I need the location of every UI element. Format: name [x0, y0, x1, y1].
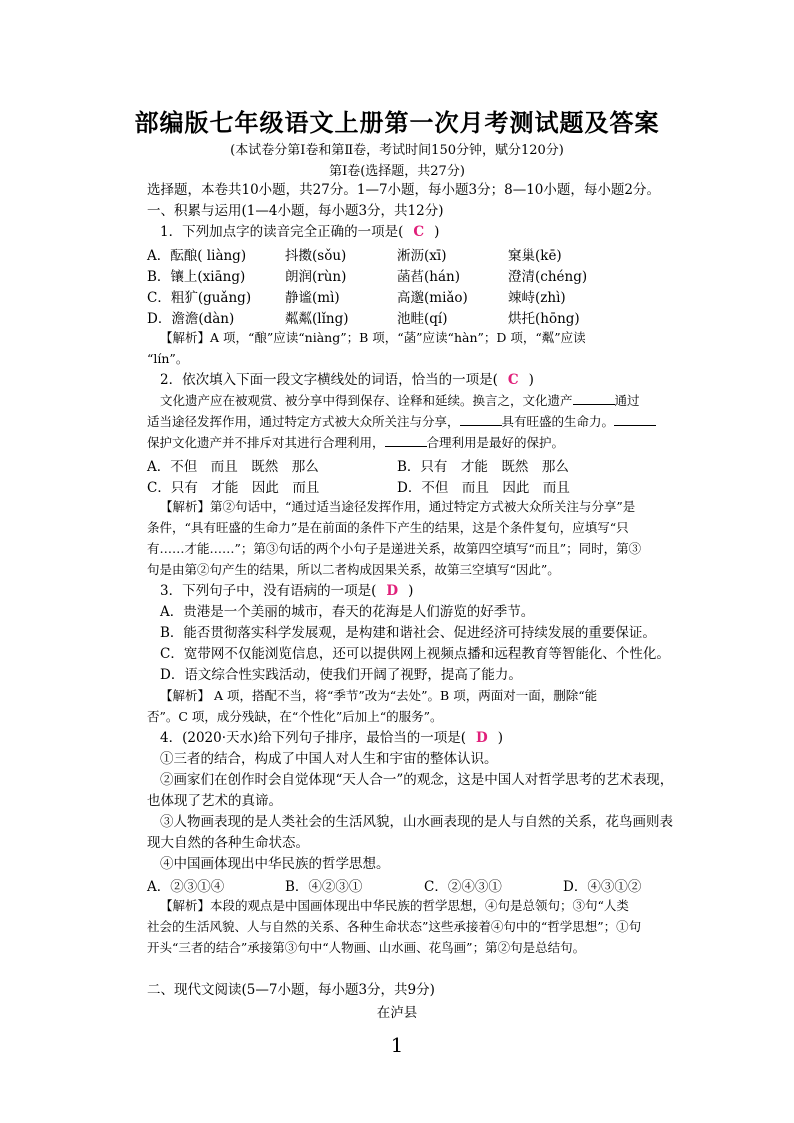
section-heading-1: 一、积累与运用(1—4小题，每小题3分，共12分) — [147, 203, 444, 219]
q4-option-d: D．④③①② — [563, 879, 642, 895]
q1-option-c-2: 静谧(mì) — [285, 290, 340, 306]
q3-option-b: B．能否贯彻落实科学发展观，是构建和谐社会、促进经济可持续发展的重要保证。 — [160, 625, 656, 641]
q4-sentence-1: ①三者的结合，构成了中国人对人生和宇宙的整体认识。 — [160, 751, 498, 767]
q1-option-d-2: 粼粼(lǐng) — [285, 311, 349, 327]
q3-option-a: A．贵港是一个美丽的城市，春天的花海是人们游览的好季节。 — [160, 604, 535, 620]
q4-sentence-3-cont: 现大自然的各种生命状态。 — [147, 835, 309, 851]
fill-blank — [460, 413, 502, 426]
q1-option-d: D．澹澹(dàn) — [147, 311, 235, 327]
q2-passage-line-1: 文化遗产应在被观赏、被分享中得到保存、诠释和延续。换言之，文化遗产 通过 — [160, 393, 640, 408]
q2-option-d: D．不但 而且 因此 而且 — [397, 480, 570, 496]
question-4-stem: 4．(2020·天水)给下列句子排序，最恰当的一项是( D ) — [160, 730, 504, 746]
q1-analysis: 【解析】A 项，“酿”应读“niàng”；B 项，“菡”应读“hàn”；D 项，“粼”应读 — [160, 330, 586, 345]
fill-blank — [614, 413, 656, 426]
q1-analysis-cont: “lín”。 — [147, 351, 189, 366]
answer-mark: C — [507, 372, 519, 388]
q2-passage-line-2: 适当途径发挥作用，通过特定方式被大众所关注与分享， 具有旺盛的生命力。 — [147, 412, 667, 432]
q4-analysis: 【解析】本段的观点是中国画体现出中华民族的哲学思想，④句是总领句；③句“人类 — [160, 898, 629, 913]
q2-option-b: B．只有 才能 既然 那么 — [397, 459, 569, 475]
q1-option-a-4: 窠巢(kē) — [508, 248, 562, 264]
q3-option-c: C．宽带网不仅能浏览信息，还可以提供网上视频点播和远程教育等智能化、个性化。 — [160, 646, 670, 662]
q2-option-a: A．不但 而且 既然 那么 — [147, 459, 319, 475]
q1-option-b-2: 朗润(rùn) — [285, 269, 347, 285]
q4-sentence-4: ④中国画体现出中华民族的哲学思想。 — [160, 856, 390, 872]
page-number: 1 — [390, 1033, 404, 1057]
exam-note: (本试卷分第Ⅰ卷和第Ⅱ卷，考试时间150分钟，赋分120分) — [230, 143, 564, 158]
q2-option-c: C．只有 才能 因此 而且 — [147, 480, 320, 496]
q1-option-c-3: 高邈(miǎo) — [397, 290, 468, 306]
question-2-stem: 2．依次填入下面一段文字横线处的词语，恰当的一项是( C ) — [160, 372, 534, 388]
answer-mark: C — [413, 224, 425, 240]
answer-mark: D — [476, 730, 488, 746]
q2-analysis-cont-3: 句是由第②句产生的结果，所以二者构成因果关系，故第三空填写“因此”。 — [147, 562, 560, 577]
q1-option-b-3: 菡萏(hán) — [397, 269, 460, 285]
part-heading: 第Ⅰ卷(选择题，共27分) — [329, 164, 465, 179]
page-title: 部编版七年级语文上册第一次月考测试题及答案 — [134, 108, 660, 137]
q4-option-c: C．②④③① — [424, 879, 502, 895]
reading-title: 在泸县 — [376, 1005, 418, 1021]
q4-option-b: B．④②③① — [285, 879, 363, 895]
q1-option-b: B．镶上(xiāng) — [147, 269, 246, 285]
q1-option-a: A．酝酿( liàng) — [147, 248, 247, 264]
q2-analysis: 【解析】第②句话中，“通过适当途径发挥作用，通过特定方式被大众所关注与分享”是 — [160, 499, 636, 514]
q1-option-d-4: 烘托(hōng) — [508, 311, 580, 327]
fill-blank — [385, 434, 427, 447]
q3-option-d: D．语文综合性实践活动，使我们开阔了视野，提高了能力。 — [160, 667, 522, 683]
q4-analysis-cont-2: 开头“三者的结合”承接第③句中“人物画、山水画、花鸟画”；第②句是总结句。 — [147, 940, 586, 955]
q2-analysis-cont-2: 有……才能……”；第③句话的两个小句子是递进关系，故第四空填写“而且”；同时，第③ — [147, 541, 642, 556]
question-3-stem: 3．下列句子中，没有语病的一项是( D ) — [160, 583, 414, 599]
q4-analysis-cont-1: 社会的生活风貌、人与自然的关系、各种生命状态”这些承接着④句中的“哲学思想”；①句 — [147, 919, 642, 934]
q3-analysis: 【解析】 A 项，搭配不当，将“季节”改为“去处”。B 项，两面对一面，删除“能 — [160, 688, 598, 703]
q4-sentence-2: ②画家们在创作时会自觉体现“天人合一”的观念，这是中国人对哲学思考的艺术表现， — [160, 772, 674, 788]
q1-option-c-4: 竦峙(zhì) — [508, 290, 566, 306]
answer-mark: D — [386, 583, 399, 599]
q4-sentence-2-cont: 也体现了艺术的真谛。 — [147, 793, 282, 809]
q1-option-d-3: 池畦(qí) — [397, 311, 448, 327]
q2-analysis-cont-1: 条件，“具有旺盛的生命力”是在前面的条件下产生的结果，这是个条件复句，应填写“只 — [147, 520, 629, 535]
fill-blank — [573, 392, 615, 405]
question-1-stem: 1．下列加点字的读音完全正确的一项是( C ) — [160, 224, 440, 240]
section-heading-2: 二、现代文阅读(5—7小题，每小题3分，共9分) — [147, 982, 435, 998]
q4-option-a: A．②③①④ — [147, 879, 225, 895]
q1-option-a-2: 抖擞(sǒu) — [285, 248, 347, 264]
q2-passage-line-3: 保护文化遗产并不排斥对其进行合理利用， 合理利用是最好的保护。 — [147, 435, 565, 450]
intro-line: 选择题，本卷共10小题，共27分。1—7小题，每小题3分；8—10小题，每小题2分。 — [147, 182, 660, 198]
q1-option-c: C．粗犷(guǎng) — [147, 290, 252, 306]
q3-analysis-cont: 否”。C 项，成分残缺，在“个性化”后加上“的服务”。 — [147, 709, 443, 724]
q4-sentence-3: ③人物画表现的是人类社会的生活风貌，山水画表现的是人与自然的关系，花鸟画则表 — [160, 814, 673, 830]
q1-option-a-3: 淅沥(xī) — [397, 248, 447, 264]
q1-option-b-4: 澄清(chéng) — [508, 269, 588, 285]
